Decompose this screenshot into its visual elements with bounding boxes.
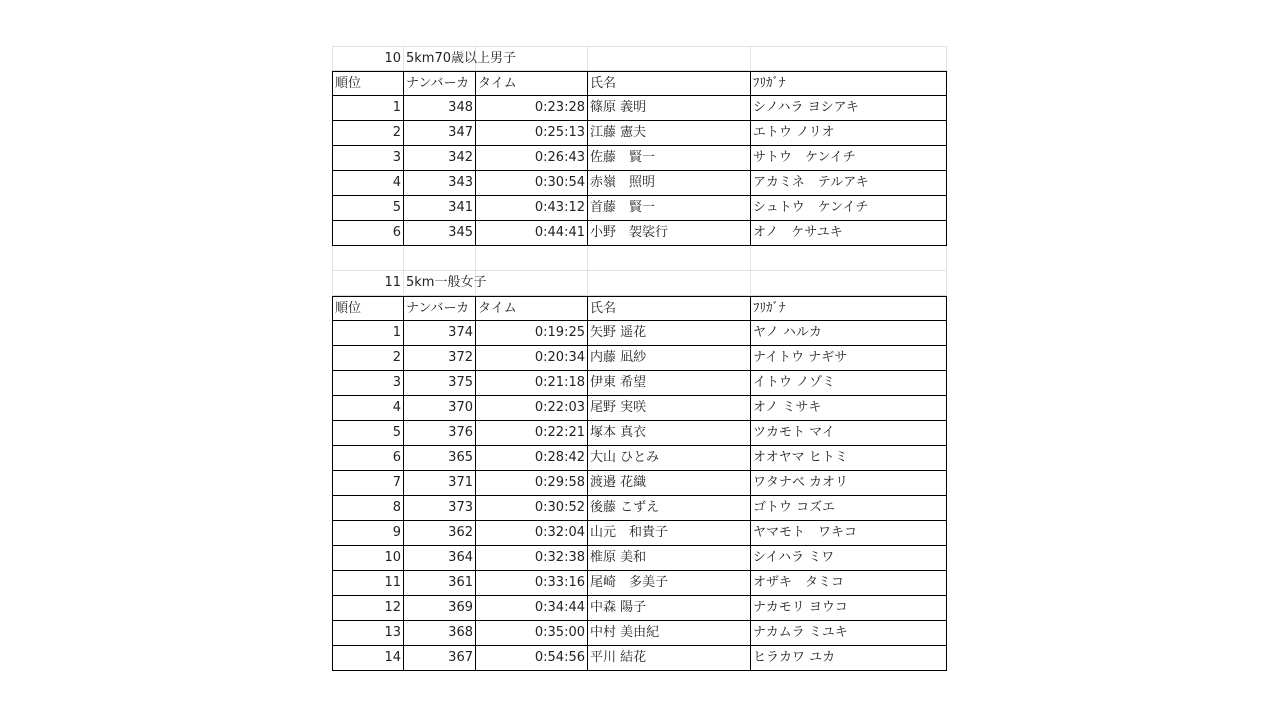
empty-cell[interactable] (332, 246, 404, 271)
time-cell[interactable]: 0:23:28 (476, 96, 588, 121)
bib-number-cell[interactable]: 341 (404, 196, 476, 221)
rank-cell[interactable]: 2 (332, 121, 404, 146)
name-cell[interactable]: 平川 結花 (588, 646, 751, 671)
name-cell[interactable]: 矢野 遥花 (588, 321, 751, 346)
bib-number-cell[interactable]: 376 (404, 421, 476, 446)
table-row (332, 571, 947, 596)
name-cell[interactable]: 尾崎 多美子 (588, 571, 751, 596)
time-cell[interactable]: 0:19:25 (476, 321, 588, 346)
header-row (332, 71, 947, 96)
furigana-cell[interactable]: ゴトウ コズエ (751, 496, 947, 521)
time-cell[interactable]: 0:32:04 (476, 521, 588, 546)
name-cell[interactable]: 山元 和貴子 (588, 521, 751, 546)
table-row (332, 196, 947, 221)
furigana-cell[interactable]: オノ ケサユキ (751, 221, 947, 246)
furigana-cell[interactable]: サトウ ケンイチ (751, 146, 947, 171)
time-cell[interactable]: 0:26:43 (476, 146, 588, 171)
furigana-cell[interactable]: イトウ ノゾミ (751, 371, 947, 396)
rank-cell[interactable]: 3 (332, 371, 404, 396)
rank-cell[interactable]: 4 (332, 171, 404, 196)
table-row (332, 321, 947, 346)
bib-number-cell[interactable]: 365 (404, 446, 476, 471)
name-cell[interactable]: 篠原 義明 (588, 96, 751, 121)
rank-cell[interactable]: 1 (332, 96, 404, 121)
rank-cell[interactable]: 4 (332, 396, 404, 421)
category-index-cell[interactable]: 10 (332, 46, 404, 71)
table-row (332, 521, 947, 546)
furigana-cell[interactable]: ナカモリ ヨウコ (751, 596, 947, 621)
rank-cell[interactable]: 12 (332, 596, 404, 621)
empty-cell[interactable] (751, 246, 947, 271)
category-name-cell[interactable]: 5km70歳以上男子 (404, 46, 476, 71)
bib-number-cell[interactable]: 369 (404, 596, 476, 621)
furigana-cell[interactable]: ヤノ ハルカ (751, 321, 947, 346)
table-row (332, 471, 947, 496)
name-cell[interactable]: 後藤 こずえ (588, 496, 751, 521)
furigana-cell[interactable]: ツカモト マイ (751, 421, 947, 446)
name-cell[interactable]: 内藤 凪紗 (588, 346, 751, 371)
header-name[interactable]: 氏名 (588, 71, 751, 96)
name-cell[interactable]: 中村 美由紀 (588, 621, 751, 646)
bib-number-cell[interactable]: 347 (404, 121, 476, 146)
table-row (332, 371, 947, 396)
table-row (332, 646, 947, 671)
bib-number-cell[interactable]: 368 (404, 621, 476, 646)
bib-number-cell[interactable]: 367 (404, 646, 476, 671)
bib-number-cell[interactable]: 364 (404, 546, 476, 571)
header-time[interactable]: タイム (476, 296, 588, 321)
header-bib-number[interactable]: ナンバーカ (404, 71, 476, 96)
name-cell[interactable]: 椎原 美和 (588, 546, 751, 571)
bib-number-cell[interactable]: 342 (404, 146, 476, 171)
header-rank[interactable]: 順位 (332, 71, 404, 96)
table-row (332, 171, 947, 196)
name-cell[interactable]: 赤嶺 照明 (588, 171, 751, 196)
empty-cell[interactable] (751, 46, 947, 71)
bib-number-cell[interactable]: 374 (404, 321, 476, 346)
header-name[interactable]: 氏名 (588, 296, 751, 321)
table-row (332, 621, 947, 646)
rank-cell[interactable]: 6 (332, 446, 404, 471)
table-row (332, 146, 947, 171)
header-row (332, 296, 947, 321)
rank-cell[interactable]: 5 (332, 196, 404, 221)
bib-number-cell[interactable]: 375 (404, 371, 476, 396)
rank-cell[interactable]: 6 (332, 221, 404, 246)
bib-number-cell[interactable]: 345 (404, 221, 476, 246)
empty-cell[interactable] (476, 46, 588, 71)
rank-cell[interactable]: 13 (332, 621, 404, 646)
time-cell[interactable]: 0:22:03 (476, 396, 588, 421)
spreadsheet-grid (332, 46, 947, 671)
time-cell[interactable]: 0:29:58 (476, 471, 588, 496)
empty-cell[interactable] (588, 271, 751, 296)
time-cell[interactable]: 0:33:16 (476, 571, 588, 596)
table-row (332, 421, 947, 446)
name-cell[interactable]: 渡邉 花織 (588, 471, 751, 496)
header-bib-number[interactable]: ナンバーカ (404, 296, 476, 321)
table-row (332, 221, 947, 246)
rank-cell[interactable]: 14 (332, 646, 404, 671)
rank-cell[interactable]: 10 (332, 546, 404, 571)
furigana-cell[interactable]: シイハラ ミワ (751, 546, 947, 571)
rank-cell[interactable]: 7 (332, 471, 404, 496)
furigana-cell[interactable]: シュトウ ケンイチ (751, 196, 947, 221)
table-row (332, 96, 947, 121)
table-row (332, 346, 947, 371)
furigana-cell[interactable]: ヒラカワ ユカ (751, 646, 947, 671)
empty-cell[interactable] (751, 271, 947, 296)
name-cell[interactable]: 伊東 希望 (588, 371, 751, 396)
header-furigana[interactable]: ﾌﾘｶﾞﾅ (751, 296, 947, 321)
table-row (332, 396, 947, 421)
furigana-cell[interactable]: ヤマモト ワキコ (751, 521, 947, 546)
time-cell[interactable]: 0:22:21 (476, 421, 588, 446)
bib-number-cell[interactable]: 372 (404, 346, 476, 371)
bib-number-cell[interactable]: 370 (404, 396, 476, 421)
name-cell[interactable]: 中森 陽子 (588, 596, 751, 621)
bib-number-cell[interactable]: 361 (404, 571, 476, 596)
rank-cell[interactable]: 1 (332, 321, 404, 346)
time-cell[interactable]: 0:30:54 (476, 171, 588, 196)
name-cell[interactable]: 塚本 真衣 (588, 421, 751, 446)
header-time[interactable]: タイム (476, 71, 588, 96)
category-name-cell[interactable]: 5km一般女子 (404, 271, 476, 296)
table-row (332, 596, 947, 621)
time-cell[interactable]: 0:28:42 (476, 446, 588, 471)
header-rank[interactable]: 順位 (332, 296, 404, 321)
category-title-row (332, 46, 947, 71)
empty-cell[interactable] (476, 271, 588, 296)
furigana-cell[interactable]: オノ ミサキ (751, 396, 947, 421)
time-cell[interactable]: 0:20:34 (476, 346, 588, 371)
furigana-cell[interactable]: オザキ タミコ (751, 571, 947, 596)
time-cell[interactable]: 0:25:13 (476, 121, 588, 146)
bib-number-cell[interactable]: 343 (404, 171, 476, 196)
name-cell[interactable]: 大山 ひとみ (588, 446, 751, 471)
furigana-cell[interactable]: オオヤマ ヒトミ (751, 446, 947, 471)
bib-number-cell[interactable]: 373 (404, 496, 476, 521)
name-cell[interactable]: 江藤 憲夫 (588, 121, 751, 146)
category-title-row (332, 271, 947, 296)
empty-cell[interactable] (588, 246, 751, 271)
category-index-cell[interactable]: 11 (332, 271, 404, 296)
time-cell[interactable]: 0:44:41 (476, 221, 588, 246)
empty-cell[interactable] (404, 246, 476, 271)
blank-row (332, 246, 947, 271)
time-cell[interactable]: 0:34:44 (476, 596, 588, 621)
rank-cell[interactable]: 9 (332, 521, 404, 546)
rank-cell[interactable]: 5 (332, 421, 404, 446)
rank-cell[interactable]: 11 (332, 571, 404, 596)
bib-number-cell[interactable]: 371 (404, 471, 476, 496)
table-row (332, 446, 947, 471)
table-row (332, 546, 947, 571)
furigana-cell[interactable]: シノハラ ヨシアキ (751, 96, 947, 121)
name-cell[interactable]: 首藤 賢一 (588, 196, 751, 221)
time-cell[interactable]: 0:54:56 (476, 646, 588, 671)
time-cell[interactable]: 0:35:00 (476, 621, 588, 646)
furigana-cell[interactable]: ナカムラ ミユキ (751, 621, 947, 646)
furigana-cell[interactable]: ワタナベ カオリ (751, 471, 947, 496)
name-cell[interactable]: 尾野 実咲 (588, 396, 751, 421)
table-row (332, 121, 947, 146)
furigana-cell[interactable]: エトウ ノリオ (751, 121, 947, 146)
name-cell[interactable]: 小野 袈裟行 (588, 221, 751, 246)
furigana-cell[interactable]: ナイトウ ナギサ (751, 346, 947, 371)
furigana-cell[interactable]: アカミネ テルアキ (751, 171, 947, 196)
empty-cell[interactable] (588, 46, 751, 71)
header-furigana[interactable]: ﾌﾘｶﾞﾅ (751, 71, 947, 96)
rank-cell[interactable]: 8 (332, 496, 404, 521)
time-cell[interactable]: 0:32:38 (476, 546, 588, 571)
time-cell[interactable]: 0:21:18 (476, 371, 588, 396)
bib-number-cell[interactable]: 348 (404, 96, 476, 121)
time-cell[interactable]: 0:43:12 (476, 196, 588, 221)
bib-number-cell[interactable]: 362 (404, 521, 476, 546)
rank-cell[interactable]: 2 (332, 346, 404, 371)
rank-cell[interactable]: 3 (332, 146, 404, 171)
empty-cell[interactable] (476, 246, 588, 271)
name-cell[interactable]: 佐藤 賢一 (588, 146, 751, 171)
time-cell[interactable]: 0:30:52 (476, 496, 588, 521)
table-row (332, 496, 947, 521)
